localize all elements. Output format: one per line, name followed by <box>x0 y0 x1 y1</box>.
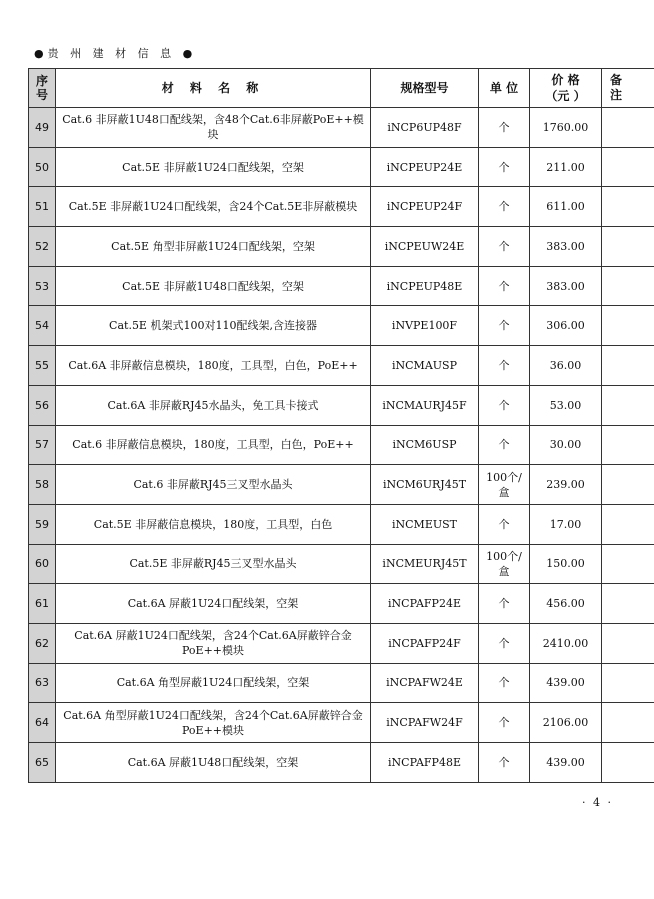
row-unit: 100个/盒 <box>479 544 530 584</box>
row-serial-number: 62 <box>29 623 56 663</box>
page-number: · 4 · <box>582 796 613 809</box>
row-unit: 个 <box>479 187 530 227</box>
row-model: iNCMEUST <box>371 504 479 544</box>
row-unit: 个 <box>479 584 530 624</box>
row-remark <box>602 703 654 743</box>
row-material-name: Cat.5E 非屏蔽1U24口配线架，含24个Cat.5E非屏蔽模块 <box>56 187 371 227</box>
row-remark <box>602 147 654 187</box>
row-material-name: Cat.6 非屏蔽1U48口配线架，含48个Cat.6非屏蔽PoE++模块 <box>56 108 371 148</box>
row-serial-number: 49 <box>29 108 56 148</box>
row-model: iNCPAFP48E <box>371 743 479 783</box>
row-material-name: Cat.6A 屏蔽1U24口配线架，含24个Cat.6A屏蔽锌合金PoE++模块 <box>56 623 371 663</box>
table-row <box>29 465 654 505</box>
row-price: 1760.00 <box>530 108 602 148</box>
row-remark <box>602 385 654 425</box>
row-price: 211.00 <box>530 147 602 187</box>
row-remark <box>602 504 654 544</box>
row-model: iNCPEUP24F <box>371 187 479 227</box>
row-model: iNCPAFW24F <box>371 703 479 743</box>
row-remark <box>602 663 654 703</box>
header-unit: 单 位 <box>479 69 530 108</box>
row-remark <box>602 187 654 227</box>
row-price: 53.00 <box>530 385 602 425</box>
row-material-name: Cat.5E 角型非屏蔽1U24口配线架，空架 <box>56 227 371 267</box>
row-model: iNCMAURJ45F <box>371 385 479 425</box>
row-unit: 个 <box>479 108 530 148</box>
row-price: 2106.00 <box>530 703 602 743</box>
row-serial-number: 56 <box>29 385 56 425</box>
row-price: 239.00 <box>530 465 602 505</box>
table-row <box>29 266 654 306</box>
row-unit: 100个/盒 <box>479 465 530 505</box>
table-row <box>29 584 654 624</box>
row-serial-number: 55 <box>29 346 56 386</box>
table-header-row <box>29 69 654 108</box>
row-model: iNCPEUP48E <box>371 266 479 306</box>
row-price: 611.00 <box>530 187 602 227</box>
row-model: iNCMEURJ45T <box>371 544 479 584</box>
header-material-name: 材 料 名 称 <box>56 69 371 108</box>
row-serial-number: 51 <box>29 187 56 227</box>
row-material-name: Cat.6A 非屏蔽RJ45水晶头，免工具卡接式 <box>56 385 371 425</box>
row-unit: 个 <box>479 743 530 783</box>
row-unit: 个 <box>479 385 530 425</box>
row-remark <box>602 623 654 663</box>
row-serial-number: 61 <box>29 584 56 624</box>
row-material-name: Cat.6A 屏蔽1U24口配线架，空架 <box>56 584 371 624</box>
table-row <box>29 147 654 187</box>
row-unit: 个 <box>479 266 530 306</box>
table-row <box>29 663 654 703</box>
row-material-name: Cat.5E 非屏蔽信息模块，180度，工具型，白色 <box>56 504 371 544</box>
table-row <box>29 703 654 743</box>
row-remark <box>602 306 654 346</box>
row-remark <box>602 108 654 148</box>
row-serial-number: 60 <box>29 544 56 584</box>
row-material-name: Cat.6 非屏蔽信息模块，180度，工具型，白色，PoE++ <box>56 425 371 465</box>
row-model: iNCPEUP24E <box>371 147 479 187</box>
row-serial-number: 53 <box>29 266 56 306</box>
row-price: 36.00 <box>530 346 602 386</box>
row-unit: 个 <box>479 663 530 703</box>
row-material-name: Cat.6A 角型屏蔽1U24口配线架，空架 <box>56 663 371 703</box>
row-model: iNCMAUSP <box>371 346 479 386</box>
row-price: 439.00 <box>530 743 602 783</box>
row-remark <box>602 465 654 505</box>
row-material-name: Cat.5E 非屏蔽1U24口配线架，空架 <box>56 147 371 187</box>
row-serial-number: 59 <box>29 504 56 544</box>
row-price: 2410.00 <box>530 623 602 663</box>
row-unit: 个 <box>479 346 530 386</box>
row-model: iNCPAFW24E <box>371 663 479 703</box>
row-model: iNCM6USP <box>371 425 479 465</box>
row-serial-number: 64 <box>29 703 56 743</box>
row-price: 30.00 <box>530 425 602 465</box>
row-unit: 个 <box>479 703 530 743</box>
table-row <box>29 544 654 584</box>
header-serial-number: 序号 <box>29 69 56 108</box>
row-remark <box>602 544 654 584</box>
header-model: 规格型号 <box>371 69 479 108</box>
row-material-name: Cat.5E 机架式100对110配线架,含连接器 <box>56 306 371 346</box>
row-serial-number: 63 <box>29 663 56 703</box>
row-material-name: Cat.6 非屏蔽RJ45三叉型水晶头 <box>56 465 371 505</box>
row-price: 439.00 <box>530 663 602 703</box>
row-price: 306.00 <box>530 306 602 346</box>
row-remark <box>602 266 654 306</box>
row-price: 150.00 <box>530 544 602 584</box>
table-row <box>29 306 654 346</box>
row-unit: 个 <box>479 504 530 544</box>
header-price: 价 格 （元 ） <box>530 69 602 108</box>
row-price: 456.00 <box>530 584 602 624</box>
row-serial-number: 65 <box>29 743 56 783</box>
row-model: iNCPAFP24F <box>371 623 479 663</box>
table-row <box>29 504 654 544</box>
table-row <box>29 187 654 227</box>
price-table <box>28 68 654 783</box>
row-model: iNCM6URJ45T <box>371 465 479 505</box>
row-remark <box>602 584 654 624</box>
row-price: 383.00 <box>530 266 602 306</box>
row-material-name: Cat.5E 非屏蔽RJ45三叉型水晶头 <box>56 544 371 584</box>
row-material-name: Cat.5E 非屏蔽1U48口配线架，空架 <box>56 266 371 306</box>
row-price: 17.00 <box>530 504 602 544</box>
row-serial-number: 58 <box>29 465 56 505</box>
row-model: iNVPE100F <box>371 306 479 346</box>
row-remark <box>602 227 654 267</box>
row-remark <box>602 425 654 465</box>
row-unit: 个 <box>479 306 530 346</box>
row-remark <box>602 346 654 386</box>
table-row <box>29 108 654 148</box>
row-serial-number: 52 <box>29 227 56 267</box>
row-price: 383.00 <box>530 227 602 267</box>
row-serial-number: 57 <box>29 425 56 465</box>
publication-header: ●贵 州 建 材 信 息 ● <box>34 47 197 60</box>
row-material-name: Cat.6A 角型屏蔽1U24口配线架，含24个Cat.6A屏蔽锌合金PoE++模块 <box>56 703 371 743</box>
table-row <box>29 385 654 425</box>
row-material-name: Cat.6A 非屏蔽信息模块，180度，工具型，白色，PoE++ <box>56 346 371 386</box>
row-unit: 个 <box>479 425 530 465</box>
row-model: iNCPAFP24E <box>371 584 479 624</box>
row-remark <box>602 743 654 783</box>
row-serial-number: 54 <box>29 306 56 346</box>
row-material-name: Cat.6A 屏蔽1U48口配线架，空架 <box>56 743 371 783</box>
row-model: iNCP6UP48F <box>371 108 479 148</box>
table-row <box>29 623 654 663</box>
header-remark: 备 注 <box>602 69 654 108</box>
table-row <box>29 743 654 783</box>
row-model: iNCPEUW24E <box>371 227 479 267</box>
row-unit: 个 <box>479 227 530 267</box>
table-row <box>29 227 654 267</box>
row-serial-number: 50 <box>29 147 56 187</box>
table-row <box>29 425 654 465</box>
row-unit: 个 <box>479 623 530 663</box>
row-unit: 个 <box>479 147 530 187</box>
table-row <box>29 346 654 386</box>
